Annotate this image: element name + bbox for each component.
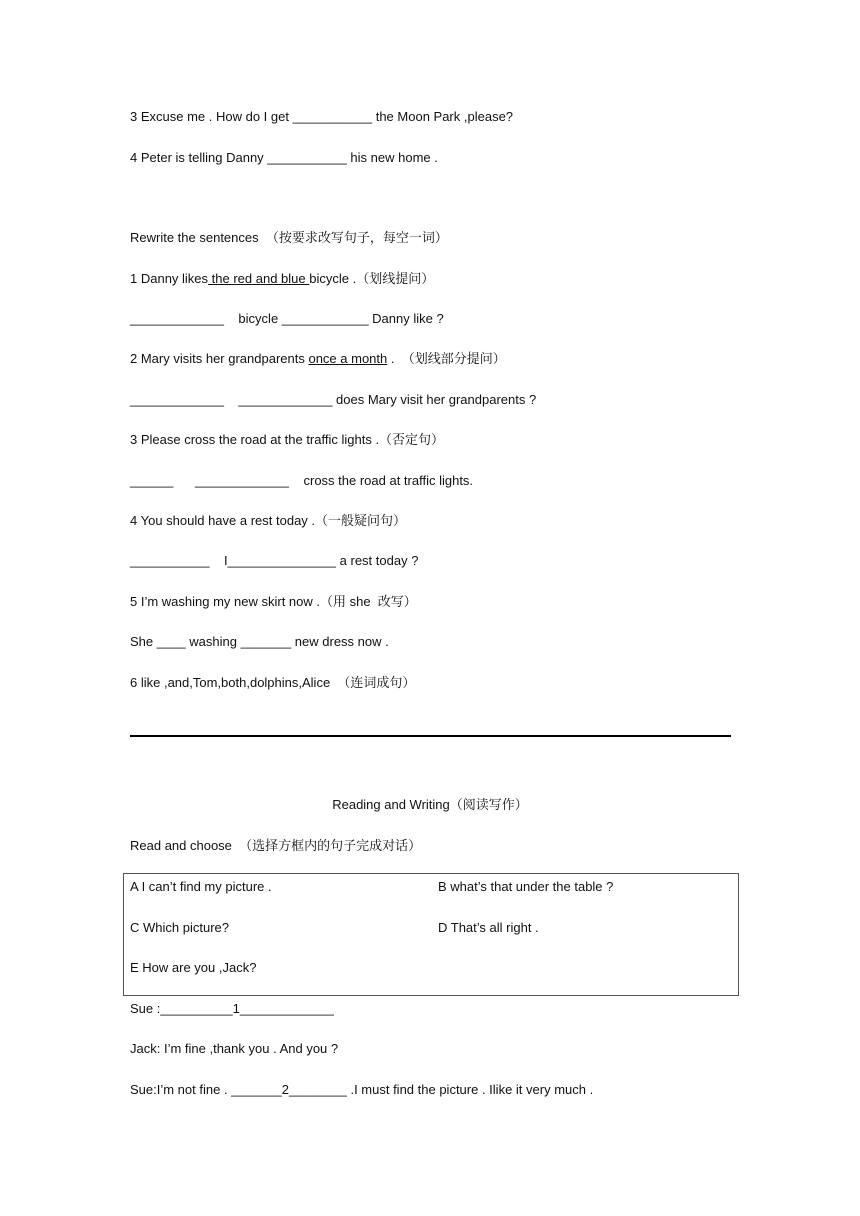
dialog-line-1: Sue :__________1_____________ xyxy=(130,1001,334,1016)
rewrite-q4: 4 You should have a rest today .（一般疑问句） xyxy=(130,513,407,528)
rewrite-q1-text-a: 1 Danny likes xyxy=(130,271,209,286)
rewrite-q1 xyxy=(130,270,434,288)
rewrite-q6: 6 like ,and,Tom,both,dolphins,Alice （连词成句） xyxy=(130,675,416,690)
rewrite-a4: ___________ I_______________ a rest today ? xyxy=(130,553,419,568)
options-box xyxy=(123,873,739,996)
option-e: E How are you ,Jack? xyxy=(130,960,257,975)
rewrite-a2: _____________ _____________ does Mary visit her grandparents ? xyxy=(130,392,537,407)
reading-instruction: Read and choose （选择方框内的句子完成对话） xyxy=(130,838,422,853)
rewrite-q2-underlined: once a month xyxy=(308,351,388,366)
rewrite-q2-text-b: . （划线部分提问） xyxy=(387,351,506,366)
section-divider xyxy=(130,735,731,737)
question-4: 4 Peter is telling Danny ___________ his new home . xyxy=(130,150,438,165)
rewrite-q1-text-b: bicycle .（划线提问） xyxy=(309,271,435,286)
rewrite-heading: Rewrite the sentences （按要求改写句子，每空一词） xyxy=(130,230,448,245)
rewrite-q3: 3 Please cross the road at the traffic lights .（否定句） xyxy=(130,432,445,447)
rewrite-q5: 5 I’m washing my new skirt now .（用 she 改写） xyxy=(130,594,417,609)
rewrite-a5: She ____ washing _______ new dress now . xyxy=(130,634,389,649)
question-3: 3 Excuse me . How do I get ___________ the Moon Park ,please? xyxy=(130,109,514,124)
rewrite-q2-text-a: 2 Mary visits her grandparents xyxy=(130,351,309,366)
dialog-line-3: Sue:I’m not fine . _______2________ .I must find the picture . Ilike it very much . xyxy=(130,1082,594,1097)
dialog-line-2: Jack: I’m fine ,thank you . And you ? xyxy=(130,1041,339,1056)
option-c: C Which picture? xyxy=(130,920,229,935)
rewrite-a3: ______ _____________ cross the road at traffic lights. xyxy=(130,473,474,488)
option-a: A I can’t find my picture . xyxy=(130,879,272,894)
rewrite-q2 xyxy=(130,350,506,368)
reading-heading: Reading and Writing（阅读写作） xyxy=(332,797,528,812)
option-d: D That’s all right . xyxy=(438,920,539,935)
rewrite-a1: _____________ bicycle ____________ Danny like ? xyxy=(130,311,444,326)
rewrite-q1-underlined: the red and blue xyxy=(208,271,310,286)
option-b: B what’s that under the table ? xyxy=(438,879,614,894)
